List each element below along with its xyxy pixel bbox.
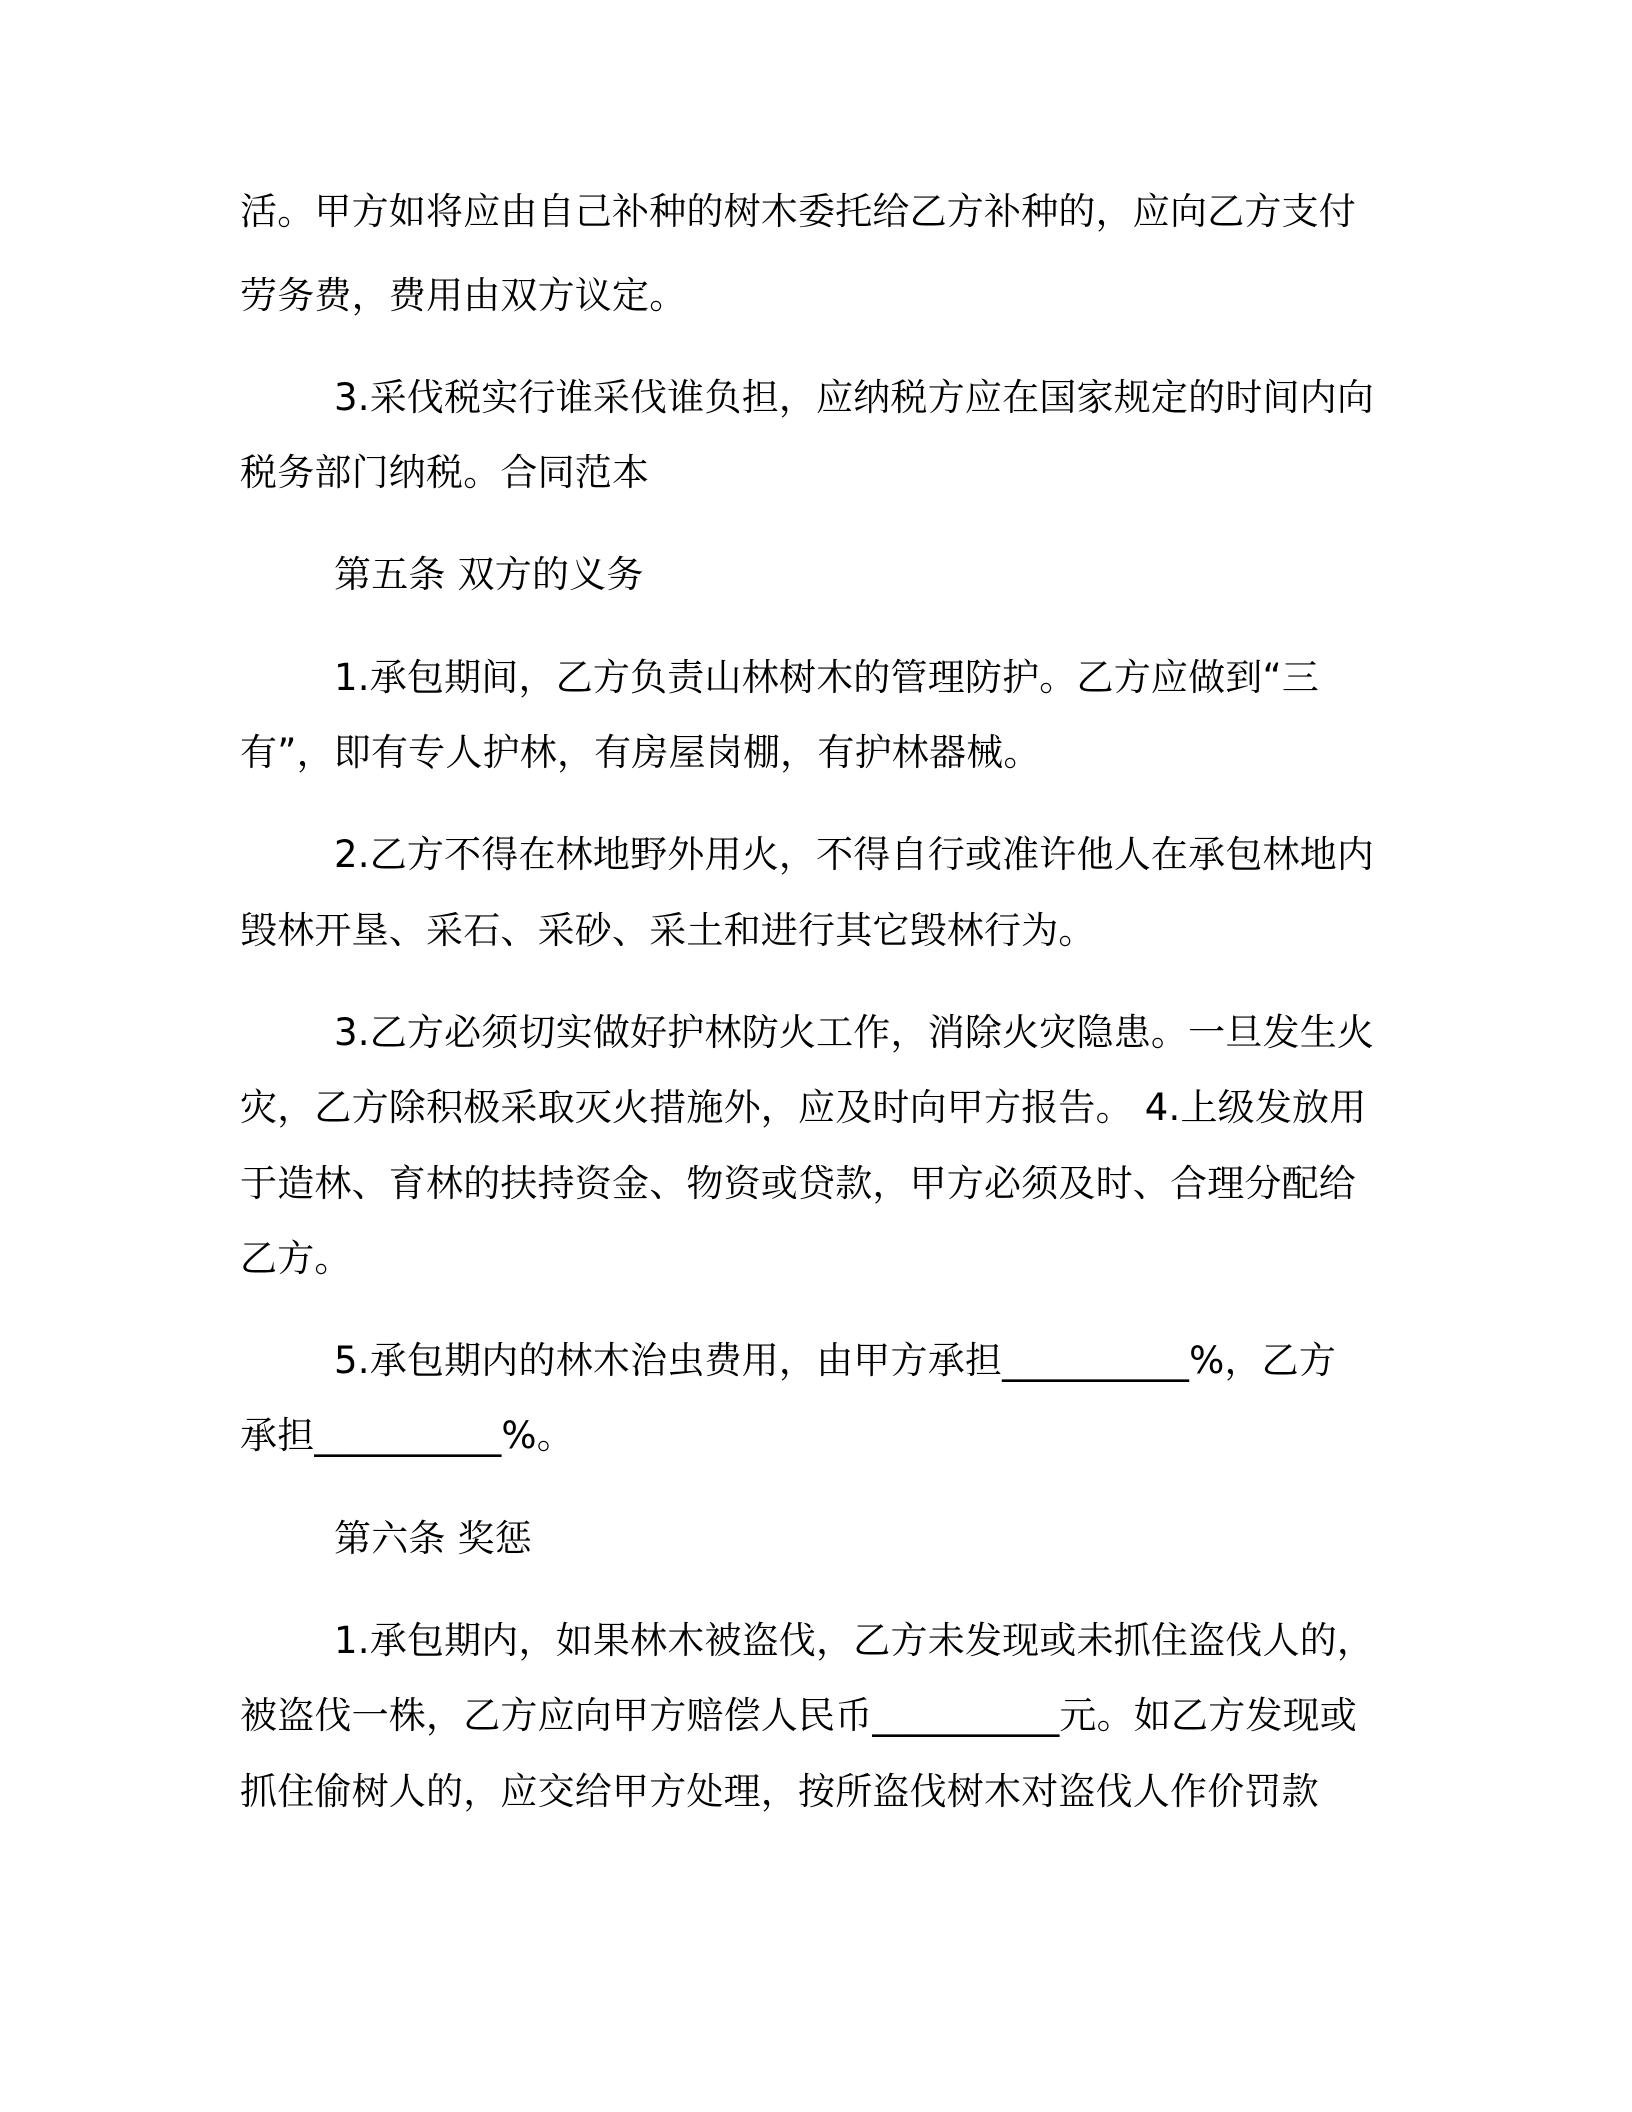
paragraph-line: 于造林、育林的扶持资金、物资或贷款，甲方必须及时、合理分配给 <box>240 1162 1356 1205</box>
paragraph-line: 3.乙方必须切实做好护林防火工作，消除火灾隐患。一旦发生火 <box>334 1011 1375 1054</box>
paragraph-line: 2.乙方不得在林地野外用火，不得自行或准许他人在承包林地内 <box>334 833 1375 876</box>
paragraph-line: 被盗伐一株，乙方应向甲方赔偿人民币__________元。如乙方发现或 <box>240 1694 1357 1737</box>
paragraph-line: 承担__________%。 <box>240 1414 574 1457</box>
paragraph-line: 毁林开垦、采石、采砂、采土和进行其它毁林行为。 <box>240 909 1096 952</box>
paragraph-line: 活。甲方如将应由自己补种的树木委托给乙方补种的，应向乙方支付 <box>240 190 1356 233</box>
paragraph-line: 抓住偷树人的，应交给甲方处理，按所盗伐树木对盗伐人作价罚款 <box>240 1770 1319 1813</box>
paragraph-line: 3.采伐税实行谁采伐谁负担，应纳税方应在国家规定的时间内向 <box>334 376 1375 419</box>
paragraph-line: 劳务费，费用由双方议定。 <box>240 274 687 317</box>
section-heading: 第五条 双方的义务 <box>334 553 644 596</box>
paragraph-line: 灾，乙方除积极采取灭火措施外，应及时向甲方报告。 4.上级发放用 <box>240 1086 1367 1129</box>
paragraph-line: 乙方。 <box>240 1237 352 1280</box>
paragraph-line: 1.承包期间，乙方负责山林树木的管理防护。乙方应做到“三 <box>334 656 1320 699</box>
paragraph-line: 1.承包期内，如果林木被盗伐，乙方未发现或未抓住盗伐人的， <box>334 1619 1375 1662</box>
section-heading: 第六条 奖惩 <box>334 1517 532 1560</box>
paragraph-line: 税务部门纳税。合同范本 <box>240 451 650 494</box>
paragraph-line: 有”，即有专人护林，有房屋岗棚，有护林器械。 <box>240 731 1041 774</box>
paragraph-line: 5.承包期内的林木治虫费用，由甲方承担__________%，乙方 <box>334 1339 1337 1382</box>
